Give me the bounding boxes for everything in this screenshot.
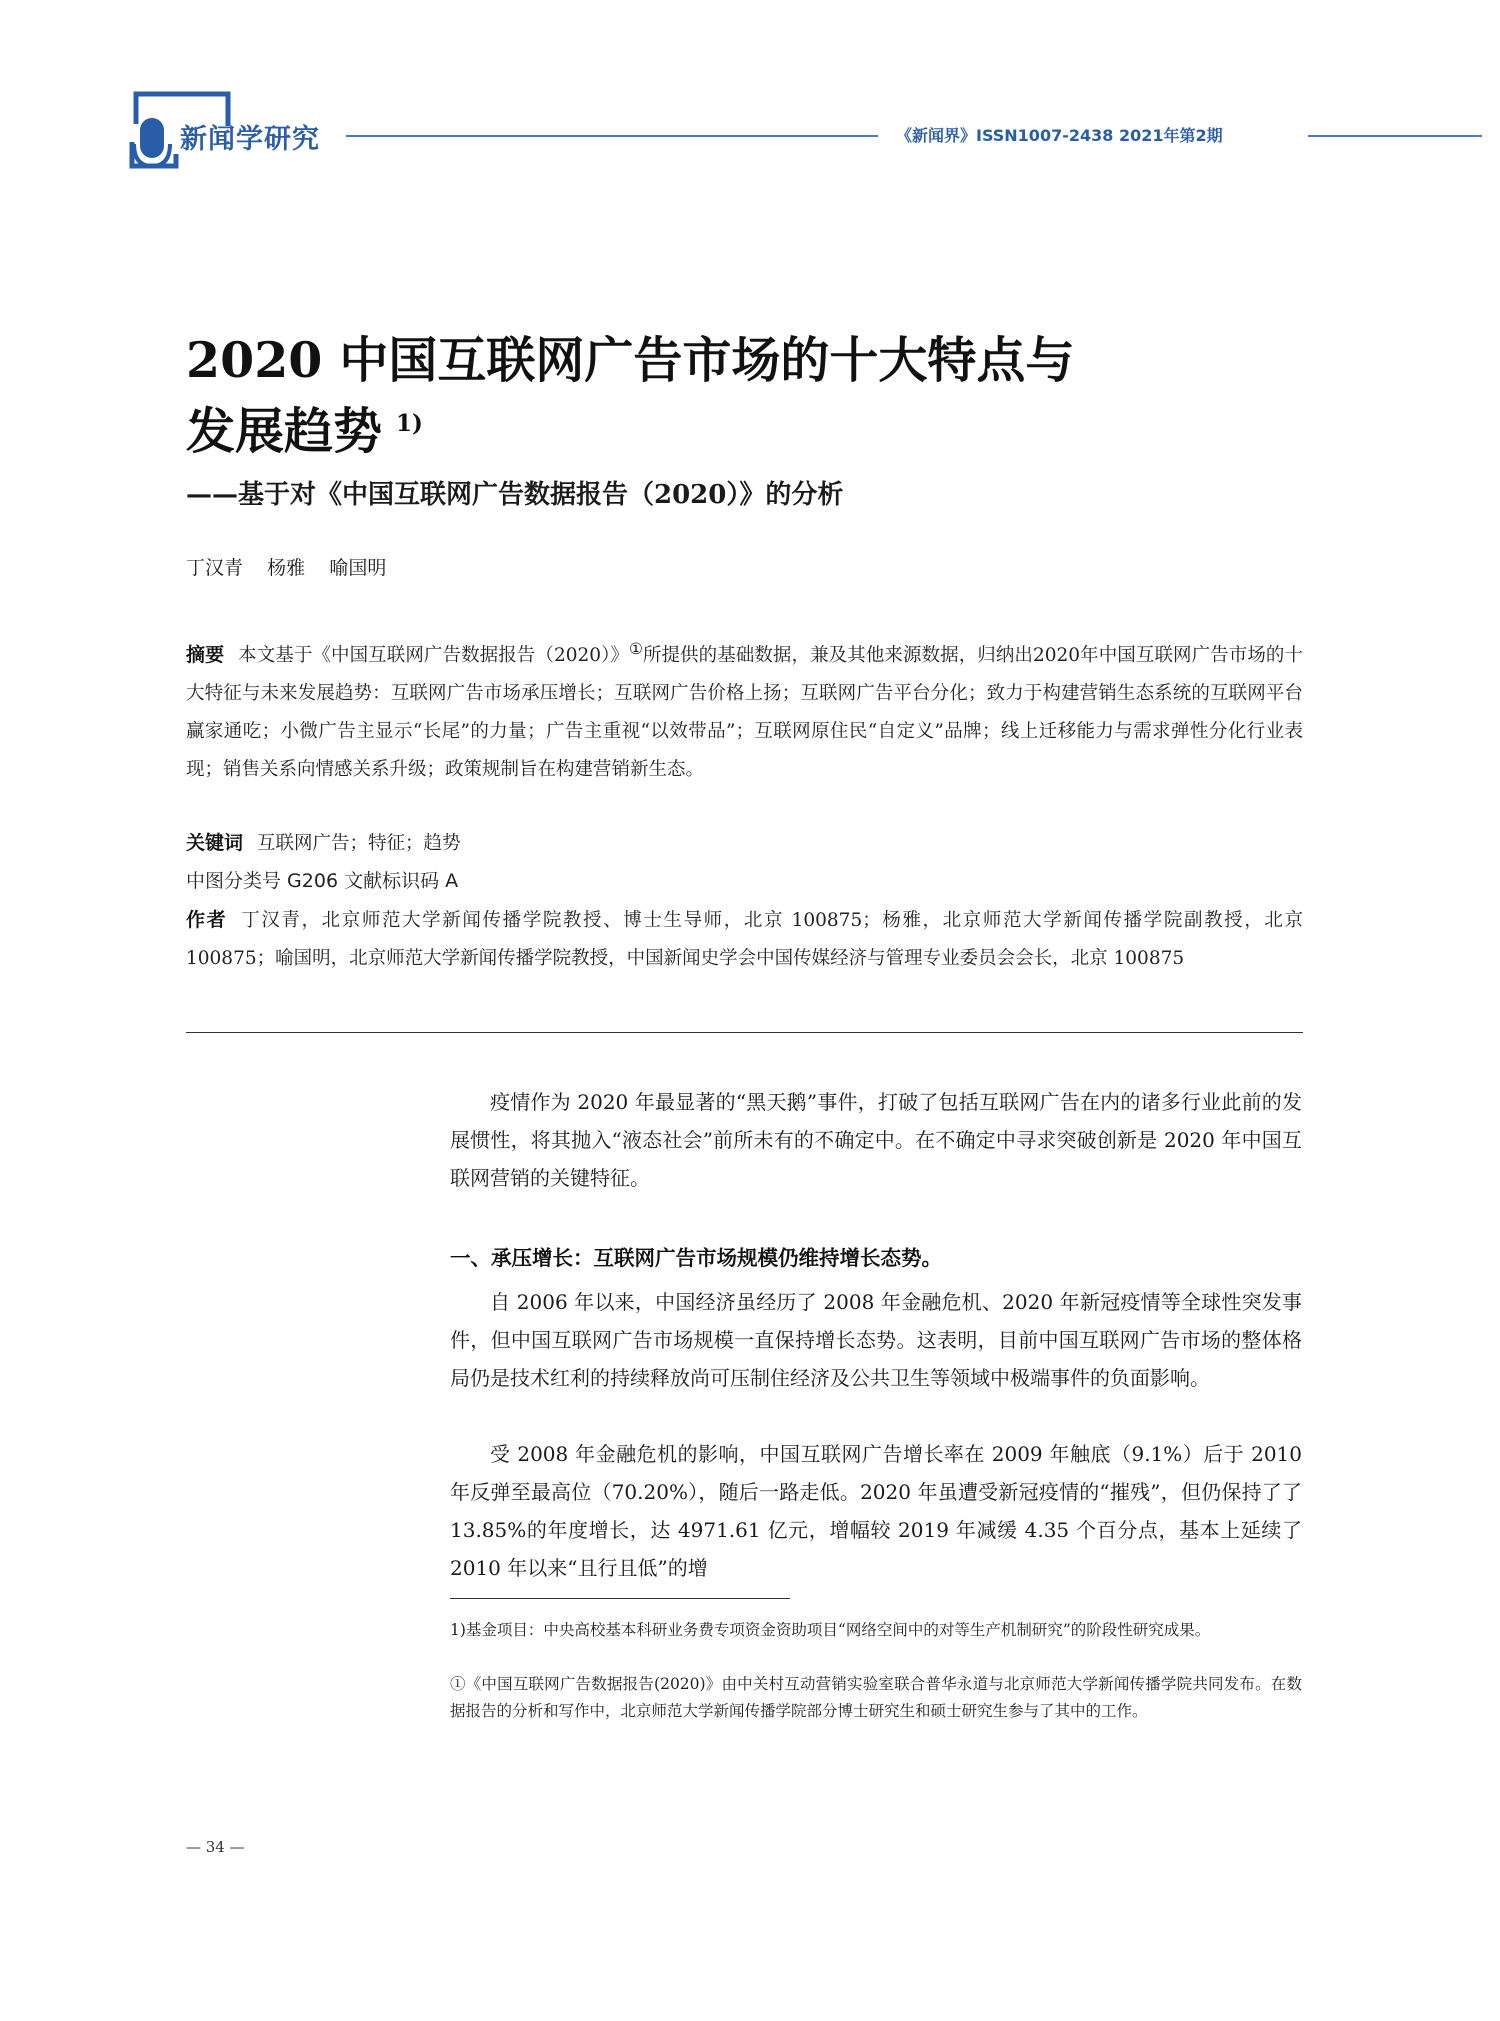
- article-subtitle: ——基于对《中国互联网广告数据报告（2020）》的分析: [186, 480, 844, 510]
- author-info-text: 丁汉青，北京师范大学新闻传播学院教授、博士生导师，北京 100875；杨雅，北京师范大学新闻传播学院副教授，北京 100875；喻国明，北京师范大学新闻传播学院教授，中国新闻史学会中国传媒经济与管理专业委员会会长，北京 100875: [186, 910, 1303, 969]
- title-footnote-marker: 1): [396, 409, 423, 437]
- abstract-label: 摘要: [186, 644, 225, 667]
- abstract-footnote-marker: ①: [629, 640, 643, 658]
- body-paragraph: 疫情作为 2020 年最显著的“黑天鹅”事件，打破了包括互联网广告在内的诸多行业此前的发展惯性，将其抛入“液态社会”前所未有的不确定中。在不确定中寻求突破创新是 2020 年中国互联网营销的关键特征。: [450, 1090, 1302, 1190]
- keywords: [186, 824, 1303, 863]
- journal-issue-info: 《新闻界》ISSN1007-2438 2021年第2期: [896, 126, 1223, 145]
- article-title-line-2: [186, 393, 423, 463]
- footnote: 1)基金项目：中央高校基本科研业务费专项资金资助项目“网络空间中的对等生产机制研究”的阶段性研究成果。: [450, 1621, 1211, 1639]
- keywords-text: 互联网广告；特征；趋势: [257, 833, 461, 854]
- keywords-label: 关键词: [186, 832, 244, 854]
- footnote-divider: [450, 1598, 790, 1599]
- article-title-line-1: 2020 中国互联网广告市场的十大特点与: [186, 331, 1075, 389]
- abstract-text: 本文基于《中国互联网广告数据报告（2020）》: [238, 645, 630, 667]
- article-title-text: 发展趋势: [186, 402, 383, 460]
- body-paragraph: 自 2006 年以来，中国经济虽经历了 2008 年金融危机、2020 年新冠疫情等全球性突发事件，但中国互联网广告市场规模一直保持增长态势。这表明，目前中国互联网广告市场的整体格局仍是技术红利的持续释放尚可压制住经济及公共卫生等领域中极端事件的负面影响。: [450, 1290, 1302, 1390]
- footnote: ①《中国互联网广告数据报告(2020)》由中关村互动营销实验室联合普华永道与北京师范大学新闻传播学院共同发布。在数据报告的分析和写作中，北京师范大学新闻传播学院部分博士研究生和硕士研究生参与了其中的工作。: [450, 1675, 1302, 1720]
- header-divider-left: [346, 135, 878, 137]
- abstract-text-continued: 所提供的基础数据，兼及其他来源数据，归纳出2020年中国互联网广告市场的十大特征与未来发展趋势：互联网广告市场承压增长；互联网广告价格上扬；互联网广告平台分化；致力于构建营销生态系统的互联网平台赢家通吃；小微广告主显示“长尾”的力量；广告主重视“以效带品”；互联网原住民“自定义”品牌；线上迁移能力与需求弹性分化行业表现；销售关系向情感关系升级；政策规制旨在构建营销新生态。: [186, 645, 1303, 781]
- abstract: [186, 630, 1303, 789]
- classification-codes: 中图分类号 G206 文献标识码 A: [186, 870, 459, 892]
- section-heading: 一、承压增长：互联网广告市场规模仍维持增长态势。: [450, 1246, 942, 1270]
- page-number: — 34 —: [186, 1838, 245, 1856]
- author-info-label: 作者: [186, 909, 228, 931]
- frontmatter-divider: [186, 1032, 1303, 1033]
- journal-name: 新闻学研究: [180, 124, 320, 155]
- author-affiliations: [186, 901, 1303, 978]
- body-paragraph: 受 2008 年金融危机的影响，中国互联网广告增长率在 2009 年触底（9.1%）后于 2010 年反弹至最高位（70.20%），随后一路走低。2020 年虽遭受新冠疫情的“摧残”，但仍保持了了 13.85%的年度增长，达 4971.61 亿元，增幅较 2019 年减缓 4.35 个百分点，基本上延续了 2010 年以来“且行且低”的增: [450, 1442, 1302, 1580]
- header-divider-right: [1308, 135, 1482, 137]
- article-authors: 丁汉青 杨雅 喻国明: [186, 557, 387, 579]
